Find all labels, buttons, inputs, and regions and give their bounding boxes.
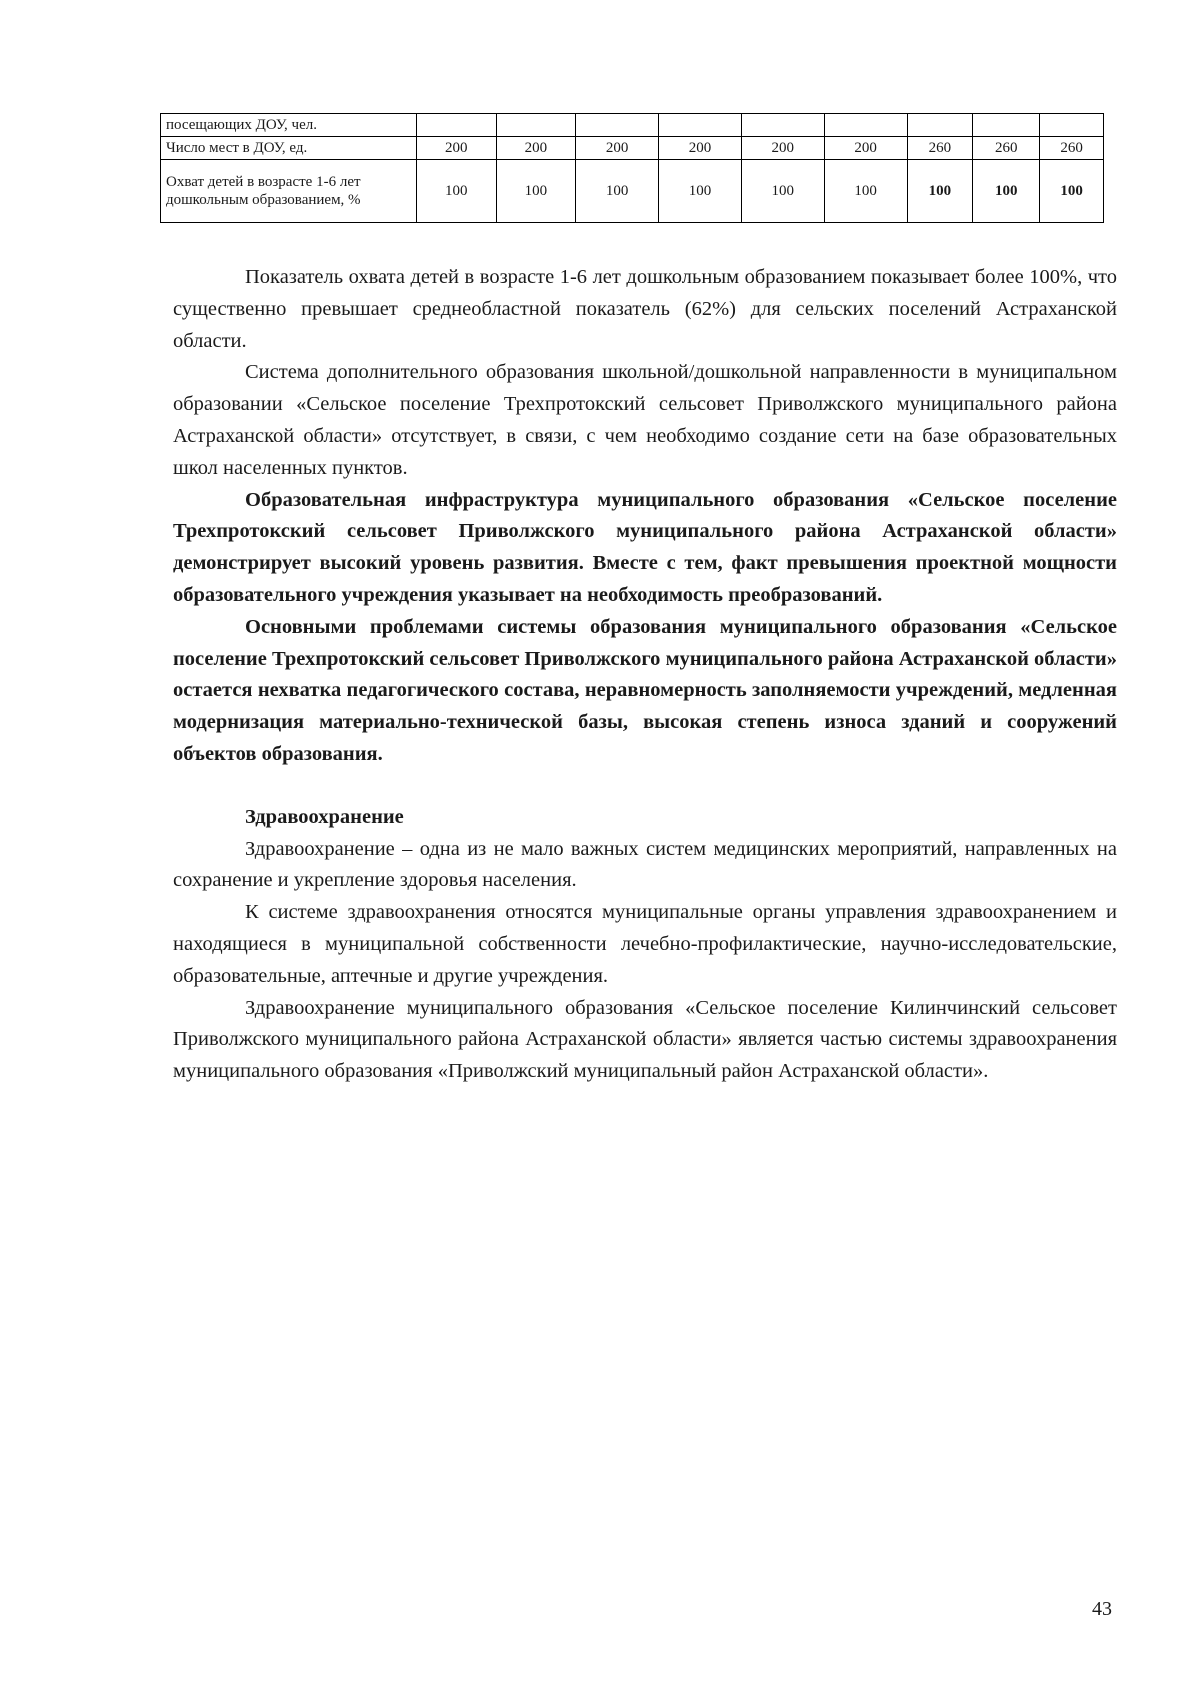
table-cell: [973, 114, 1040, 137]
table-cell: 100: [1040, 160, 1104, 223]
row-label: Охват детей в возрасте 1-6 лет дошкольным образованием, %: [161, 160, 417, 223]
table-cell: 260: [1040, 137, 1104, 160]
table-cell: 200: [741, 137, 824, 160]
document-body: [173, 262, 1117, 1088]
section-heading: Здравоохранение: [245, 805, 404, 828]
table-cell: 100: [576, 160, 659, 223]
paragraph-additional-education: Система дополнительного образования школьной/дошкольной направленности в муниципальном образовании «Сельское поселение Трехпротокский сельсовет Приволжского муниципального района Астраханской области» отсутствует, в связи, с чем необходимо создание сети на базе образовательных школ населенных пунктов.: [173, 361, 1117, 479]
table-cell: 100: [741, 160, 824, 223]
table-cell: [1040, 114, 1104, 137]
statistics-table: [160, 113, 1104, 223]
row-label: Число мест в ДОУ, ед.: [161, 137, 417, 160]
table-cell: [576, 114, 659, 137]
paragraph-healthcare-municipal: Здравоохранение муниципального образования «Сельское поселение Килинчинский сельсовет Приволжского муниципального района Астраханской области» является частью системы здравоохранения муниципального образования «Приволжский муниципальный район Астраханской области».: [173, 996, 1117, 1083]
paragraph-healthcare-system: К системе здравоохранения относятся муниципальные органы управления здравоохранением и находящиеся в муниципальной собственности лечебно-профилактические, научно-исследовательские, образовательные, аптечные и другие учреждения.: [173, 901, 1117, 987]
row-label: посещающих ДОУ, чел.: [161, 114, 417, 137]
table-cell: 260: [907, 137, 973, 160]
table-row: [161, 160, 1104, 223]
table-row: [161, 114, 1104, 137]
paragraph-infrastructure-conclusion: Образовательная инфраструктура муниципального образования «Сельское поселение Трехпротокский сельсовет Приволжского муниципального района Астраханской области» демонстрирует высокий уровень развития. Вместе с тем, факт превышения проектной мощности образовательного учреждения указывает на необходимость преобразований.: [173, 488, 1117, 606]
table-cell: [741, 114, 824, 137]
table-cell: 200: [416, 137, 496, 160]
paragraph-problems: Основными проблемами системы образования муниципального образования «Сельское поселение Трехпротокский сельсовет Приволжского муниципального района Астраханской области» остается нехватка педагогического состава, неравномерность заполняемости учреждений, медленная модернизация материально-технической базы, высокая степень износа зданий и сооружений объектов образования.: [173, 615, 1117, 765]
table-cell: 100: [824, 160, 907, 223]
table-cell: [659, 114, 742, 137]
table-cell: 200: [576, 137, 659, 160]
table-cell: 100: [496, 160, 576, 223]
table-row: [161, 137, 1104, 160]
table-cell: 100: [416, 160, 496, 223]
table-cell: [824, 114, 907, 137]
table-cell: 100: [659, 160, 742, 223]
table-cell: [907, 114, 973, 137]
table-cell: 200: [824, 137, 907, 160]
paragraph-coverage: Показатель охвата детей в возрасте 1-6 лет дошкольным образованием показывает более 100%, что существенно превышает среднеобластной показатель (62%) для сельских поселений Астраханской области.: [173, 266, 1117, 352]
page-number: 43: [1092, 1598, 1112, 1620]
table-cell: 100: [973, 160, 1040, 223]
table-cell: 260: [973, 137, 1040, 160]
table-cell: 100: [907, 160, 973, 223]
table-cell: 200: [659, 137, 742, 160]
table-cell: [416, 114, 496, 137]
table-cell: [496, 114, 576, 137]
table-cell: 200: [496, 137, 576, 160]
paragraph-healthcare-definition: Здравоохранение – одна из не мало важных систем медицинских мероприятий, направленных на сохранение и укрепление здоровья населения.: [173, 837, 1117, 892]
